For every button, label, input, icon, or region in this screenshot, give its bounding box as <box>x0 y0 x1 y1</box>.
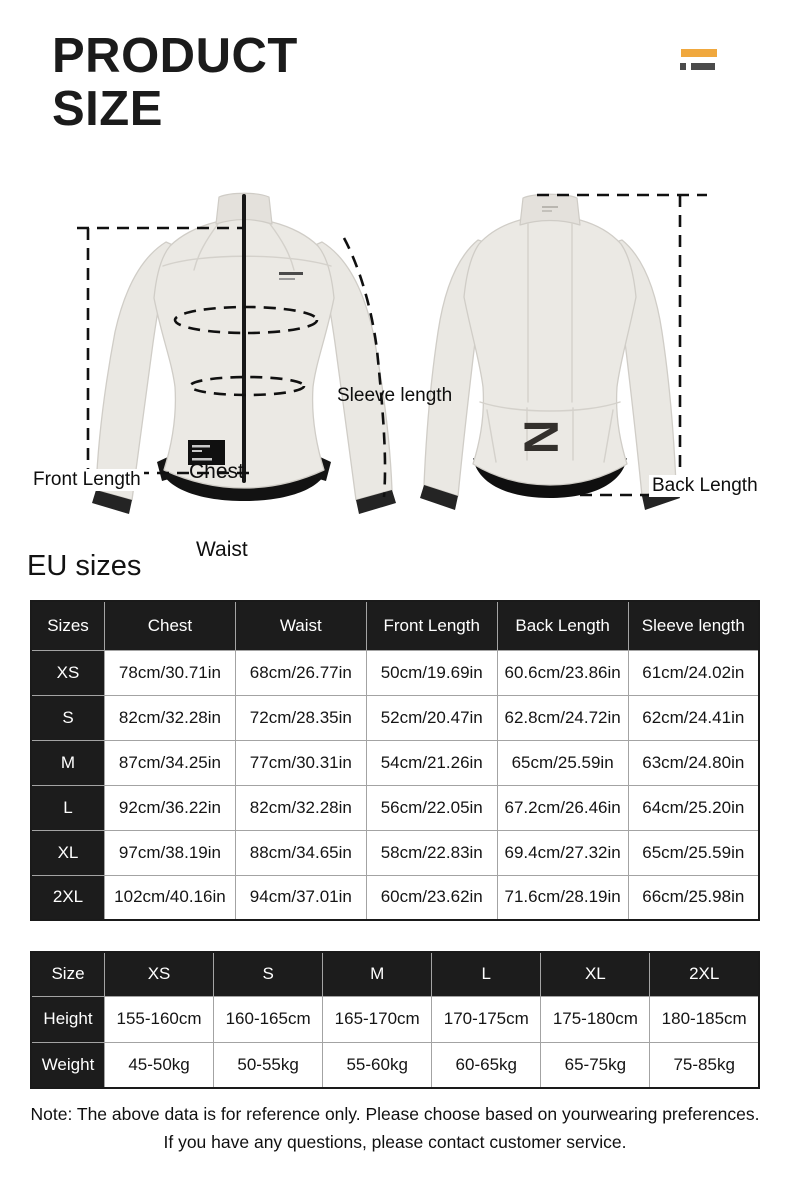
table-cell: 60.6cm/23.86in <box>497 650 628 695</box>
table-cell: 75-85kg <box>650 1042 759 1088</box>
table-cell: 45-50kg <box>105 1042 214 1088</box>
eu-size-table-head <box>31 601 759 650</box>
table-cell: 102cm/40.16in <box>105 875 236 920</box>
column-header: Front Length <box>366 601 497 650</box>
table-cell: 170-175cm <box>432 996 541 1042</box>
table-cell: 60-65kg <box>432 1042 541 1088</box>
table-cell: 54cm/21.26in <box>366 740 497 785</box>
table-cell: 78cm/30.71in <box>105 650 236 695</box>
back-length-label: Back Length <box>649 475 761 497</box>
page-title-line1: PRODUCT <box>52 29 298 83</box>
note-line-2: If you have any questions, please contact customer service. <box>163 1132 627 1152</box>
column-header: XS <box>105 952 214 996</box>
front-length-label: Front Length <box>30 469 144 491</box>
table-cell: 55-60kg <box>323 1042 432 1088</box>
table-cell: 65cm/25.59in <box>628 830 759 875</box>
table-cell: 62.8cm/24.72in <box>497 695 628 740</box>
table-cell: 165-170cm <box>323 996 432 1042</box>
table-cell: 71.6cm/28.19in <box>497 875 628 920</box>
note-line-1: Note: The above data is for reference only. Please choose based on yourwearing preferences. <box>30 1104 760 1124</box>
row-header: XL <box>31 830 105 875</box>
row-header: S <box>31 695 105 740</box>
row-header: L <box>31 785 105 830</box>
table-cell: 68cm/26.77in <box>235 650 366 695</box>
table-row <box>31 650 759 695</box>
table-cell: 94cm/37.01in <box>235 875 366 920</box>
table-cell: 61cm/24.02in <box>628 650 759 695</box>
table-row <box>31 740 759 785</box>
fit-table-body <box>31 996 759 1088</box>
header-row <box>31 601 759 650</box>
page-title <box>52 30 298 136</box>
header-row <box>31 952 759 996</box>
fit-table-head <box>31 952 759 996</box>
table-cell: 50-55kg <box>214 1042 323 1088</box>
row-header: M <box>31 740 105 785</box>
jacket-front-illustration <box>92 193 396 514</box>
eu-size-table <box>30 600 760 921</box>
sleeve-length-label: Sleeve length <box>337 385 453 406</box>
column-header: Sizes <box>31 601 105 650</box>
table-cell: 50cm/19.69in <box>366 650 497 695</box>
table-row <box>31 875 759 920</box>
table-cell: 60cm/23.62in <box>366 875 497 920</box>
table-cell: 62cm/24.41in <box>628 695 759 740</box>
table-row <box>31 996 759 1042</box>
table-cell: 65cm/25.59in <box>497 740 628 785</box>
table-cell: 52cm/20.47in <box>366 695 497 740</box>
column-header: Chest <box>105 601 236 650</box>
table-cell: 92cm/36.22in <box>105 785 236 830</box>
table-cell: 58cm/22.83in <box>366 830 497 875</box>
jacket-back-illustration <box>420 194 680 510</box>
back-pocket-logo-letter: N <box>513 419 567 455</box>
chest-label: Chest <box>189 460 244 483</box>
waist-label: Waist <box>196 538 248 561</box>
fit-table <box>30 951 760 1089</box>
row-header: XS <box>31 650 105 695</box>
table-cell: 77cm/30.31in <box>235 740 366 785</box>
table-cell: 64cm/25.20in <box>628 785 759 830</box>
table-cell: 175-180cm <box>541 996 650 1042</box>
table-cell: 180-185cm <box>650 996 759 1042</box>
column-header: S <box>214 952 323 996</box>
row-header: Weight <box>31 1042 105 1088</box>
table-row <box>31 695 759 740</box>
table-cell: 82cm/32.28in <box>235 785 366 830</box>
column-header: Sleeve length <box>628 601 759 650</box>
column-header: L <box>432 952 541 996</box>
table-cell: 88cm/34.65in <box>235 830 366 875</box>
column-header: 2XL <box>650 952 759 996</box>
table-cell: 87cm/34.25in <box>105 740 236 785</box>
page-title-line2: SIZE <box>52 82 163 136</box>
column-header: Back Length <box>497 601 628 650</box>
table-cell: 72cm/28.35in <box>235 695 366 740</box>
table-cell: 82cm/32.28in <box>105 695 236 740</box>
back-collar <box>520 194 580 225</box>
logo-bottom-bar <box>691 63 715 70</box>
column-header: Size <box>31 952 105 996</box>
column-header: Waist <box>235 601 366 650</box>
table-row <box>31 785 759 830</box>
reference-note <box>0 1100 790 1156</box>
table-cell: 67.2cm/26.46in <box>497 785 628 830</box>
table-row <box>31 1042 759 1088</box>
size-diagram <box>0 180 790 561</box>
row-header: 2XL <box>31 875 105 920</box>
table-cell: 155-160cm <box>105 996 214 1042</box>
table-cell: 66cm/25.98in <box>628 875 759 920</box>
table-row <box>31 830 759 875</box>
table-cell: 160-165cm <box>214 996 323 1042</box>
table-cell: 69.4cm/27.32in <box>497 830 628 875</box>
logo-top-bar <box>681 49 717 57</box>
table-cell: 63cm/24.80in <box>628 740 759 785</box>
brand-logo-icon <box>678 47 724 73</box>
table-cell: 65-75kg <box>541 1042 650 1088</box>
table-cell: 56cm/22.05in <box>366 785 497 830</box>
logo-small-square <box>680 63 686 70</box>
eu-size-table-body <box>31 650 759 920</box>
column-header: XL <box>541 952 650 996</box>
row-header: Height <box>31 996 105 1042</box>
eu-sizes-heading: EU sizes <box>27 550 142 582</box>
column-header: M <box>323 952 432 996</box>
table-cell: 97cm/38.19in <box>105 830 236 875</box>
